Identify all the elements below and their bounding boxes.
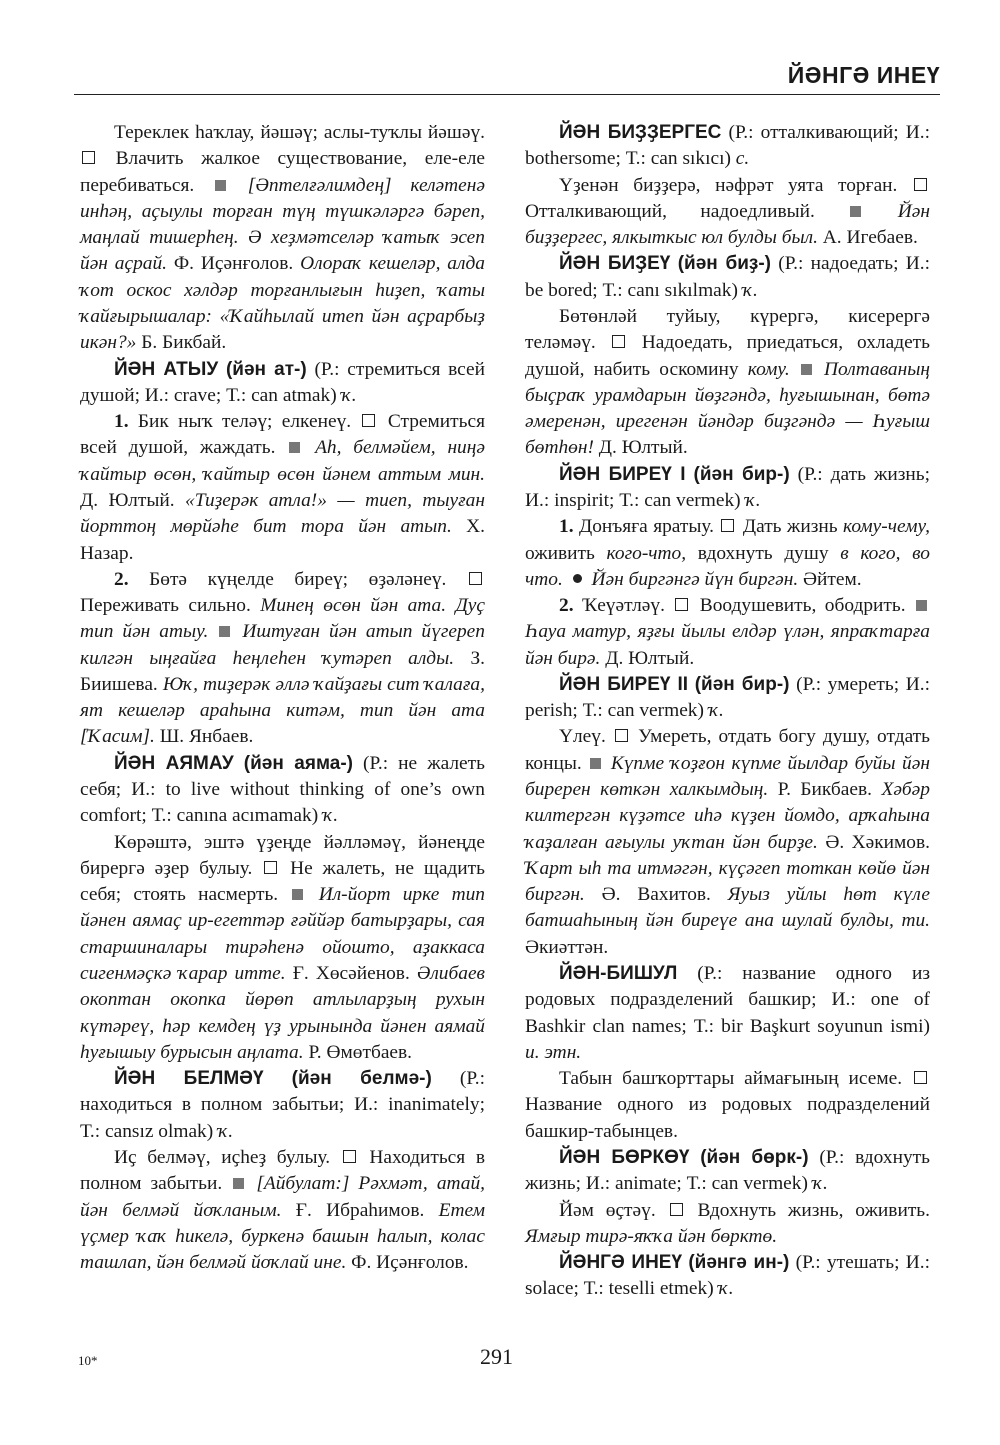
example-marker-icon: [801, 364, 812, 375]
sense: Табын башҡорттары аймағының исеме. Название одного из родовых подразделений башкир-табынцев.: [525, 1068, 930, 1142]
page-number: 291: [480, 1344, 513, 1369]
headword: ЙӘН БИРЕҮ II: [559, 673, 689, 695]
headword: ЙӘН АЯМАУ: [114, 752, 234, 774]
russian-marker-icon: [264, 861, 277, 874]
sense: Йәм өҫтәү. Вдохнуть жизнь, оживить. Ямғыр тирә-яҡҡа йән бөрктө.: [525, 1199, 930, 1247]
sense: Көрәштә, эштә үҙеңде йәлләмәү, йәнеңде бирергә әҙер булыу. Не жалеть, не щадить себя; стоять насмерть. Ил-йорт ирке тип йәнен аямаҫ ир-егеттәр ғәййәр батырҙары, сая старшиналары тирәһенә ойошто, аҙаккаса сигенмәҫкә ҡарар итте. Ғ. Хөсәйенов. Әлибаев окоптан окопка йөрөп атлыларҙың рухын күтәреү, һәр кемдең үҙ урынында йәнен аямай һуғышыу бурысын аңлата. Р. Өмөтбаев.: [80, 831, 485, 1063]
russian-marker-icon: [82, 151, 95, 164]
russian-marker-icon: [469, 572, 482, 585]
sense: Иҫ белмәү, иҫһеҙ булыу. Находиться в полном забытьи. [Айбулат:] Рәхмәт, атай, йән белмәй йоҡланым. Ғ. Ибраһимов. Етем үҫмер ҡаҡ һикелә, буркенә башын һалып, колас ташлап, йән белмәй йоҡлай ине. Ф. Иҫәнғолов.: [80, 1146, 485, 1274]
headword: ЙӘНГӘ ИНЕҮ: [559, 1252, 683, 1274]
entry-continuation: Тереклек һаҡлау, йәшәү; аслы-туҡлы йәшәү. Влачить жалкое существование, еле-еле перебиваться. [Әптелғәлимдең] келәтенә инһәң, аҫыулы торған түң түшкәләргә бәреп, маңлай тишерһең. Ә хеҙмәтселәр ҡатыҡ эсеп йән аҫрай. Ф. Иҫәнғолов. Олораҡ кешеләр, алда ҡот оскос хәлдәр торғанлығын һиҙеп, ҡаты ҡайғырышалар: «Ҡайһылай итеп йән аҫрарбыҙ икән?» Б. Бикбай.: [80, 122, 485, 354]
dictionary-entry: ЙӘН БИҘЕҮ (йән биҙ-) (Р.: надоедать; И.: be bored; Т.: canı sıkılmak) ҡ.: [525, 253, 930, 301]
sense: 1. Бик ныҡ теләү; елкенеү. Стремиться всей душой, жаждать. Аһ, белмәйем, ниңә ҡайтыр өсөн, ҡайтыр өсөн йәнем аттым мин. Д. Юлтый. «Тиҙерәк атла!» — тиеп, тыуған йорттоң мөрйәһе бит тора йән атып. Х. Назар.: [80, 411, 486, 564]
example-marker-icon: [233, 1178, 244, 1189]
example-marker-icon: [850, 206, 861, 217]
example-marker-icon: [590, 758, 601, 769]
sense: Үлеү. Умереть, отдать богу душу, отдать концы. Күпме ҡоҙғон күпме йылдар буйы йән биререн көткән халкымдың. Р. Бикбаев. Хәбәр килтергән күҙәтсе иһә күҙен йомдо, арҡаһына ҡаҙалған ағыулы уҡтан йән бирҙе. Ә. Хәкимов. Ҡарт ыһ та итмәгән, күҫәгеп тоткан көйө йән биргән. Ә. Вахитов. Яуыз уйлы һөт күле батшаһының йән биреүе ана шулай булды, ти. Әкиәттән.: [525, 726, 931, 958]
sense: 2. Бөтә күңелде биреү; өҙәләнеү. Переживать сильно. Минең өсөн йән ата. Дуҫ тип йән атыу. Иштуған йән атып йүгереп килгән ыңғайға һеңлеһен ҡутәреп алды. З. Биишева. Юҡ, тиҙерәк әллә ҡайҙағы сит ҡалаға, ят кешеләр араһына китәм, тип йән ата [Ҡасим]. Ш. Янбаев.: [80, 568, 485, 748]
headword: ЙӘН АТЫУ: [114, 358, 219, 380]
headword: ЙӘН-БИШУЛ: [559, 963, 678, 984]
right-column: [525, 120, 930, 1303]
sense: Үҙенән биҙҙерә, нәфрәт уята торған. Отталкивающий, надоедливый. Йән биҙҙергес, ялкыткыс юл булды был. А. Игебаев.: [525, 174, 930, 249]
printer-signature: 10*: [78, 1353, 98, 1368]
running-head: [74, 60, 940, 95]
example-marker-icon: [289, 442, 300, 453]
example-marker-icon: [292, 889, 303, 900]
example-marker-icon: [219, 626, 230, 637]
dictionary-entry: ЙӘНГӘ ИНЕҮ (йәнгә ин-) (Р.: утешать; И.: solace; Т.: teselli etmek) ҡ.: [525, 1252, 930, 1300]
headword: ЙӘН БЕЛМӘҮ: [114, 1068, 264, 1090]
russian-marker-icon: [914, 1071, 927, 1084]
left-column: [80, 120, 485, 1276]
running-head-title: ЙӘНГӘ ИНЕҮ: [787, 62, 940, 88]
russian-marker-icon: [670, 1203, 683, 1216]
russian-marker-icon: [675, 598, 688, 611]
example-marker-icon: [916, 600, 927, 611]
headword: ЙӘН БӨРКӨҮ: [559, 1146, 690, 1168]
dictionary-entry: ЙӘН БЕЛМӘҮ (йән белмә-) (Р.: находиться в полном забытьи; И.: inanimately; Т.: cansız olmak) ҡ.: [80, 1068, 485, 1142]
sense: 2. Ҡеүәтләү. Воодушевить, ободрить. Һауа матур, яҙғы йылы елдәр үлән, япраҡтарға йән бирә. Д. Юлтый.: [525, 595, 930, 669]
dictionary-entry: ЙӘН АТЫУ (йән ат-) (Р.: стремиться всей душой; И.: crave; Т.: can atmak) ҡ.: [80, 358, 486, 406]
russian-marker-icon: [914, 178, 927, 191]
sense: Бөтөнләй туйыу, күрергә, кисерергә теләмәү. Надоедать, приедаться, охладеть душой, набить оскомину кому. Полтаваның быҫраҡ урамдарын йөҙгәндә, һуғышынан, бөтә әмеренән, ирегенән йәндәр биҙгәндә — Һуғыш бөтһөн! Д. Юлтый.: [525, 305, 931, 459]
example-marker-icon: [215, 180, 226, 191]
dictionary-entry: ЙӘН БӨРКӨҮ (йән бөрк-) (Р.: вдохнуть жизнь; И.: animate; Т.: can vermek) ҡ.: [525, 1146, 930, 1195]
headword: ЙӘН БИРЕҮ I: [559, 463, 686, 485]
russian-marker-icon: [721, 519, 734, 532]
dictionary-entry: ЙӘН БИРЕҮ II (йән бир-) (Р.: умереть; И.: perish; Т.: can vermek) ҡ.: [525, 673, 930, 722]
dictionary-entry: ЙӘН АЯМАУ (йән аяма-) (Р.: не жалеть себя; И.: to live without thinking of one’s own comfort; Т.: canına acımamak) ҡ.: [80, 752, 485, 827]
sense: 1. Донъяға яратыу. Дать жизнь кому-чему, оживить кого-что, вдохнуть душу в кого, во что. Йән биргәнгә йүн биргән. Әйтем.: [525, 516, 931, 590]
russian-marker-icon: [343, 1150, 356, 1163]
russian-marker-icon: [362, 414, 375, 427]
dictionary-entry: ЙӘН БИҘҘЕРГЕС (Р.: отталкивающий; И.: bothersome; Т.: can sıkıcı) с.: [525, 122, 930, 170]
headword: ЙӘН БИҘЕҮ: [559, 253, 671, 275]
dictionary-entry: ЙӘН БИРЕҮ I (йән бир-) (Р.: дать жизнь; И.: inspirit; Т.: can vermek) ҡ.: [525, 463, 930, 511]
headword: ЙӘН БИҘҘЕРГЕС: [559, 122, 722, 143]
dictionary-entry: ЙӘН-БИШУЛ (Р.: название одного из родовых подразделений башкир; И.: one of Bashkir clan names; Т.: bir Başkurt soyunun ismi) и. этн.: [525, 963, 930, 1063]
russian-marker-icon: [612, 335, 625, 348]
russian-marker-icon: [615, 729, 628, 742]
proverb-marker-icon: [573, 574, 582, 583]
